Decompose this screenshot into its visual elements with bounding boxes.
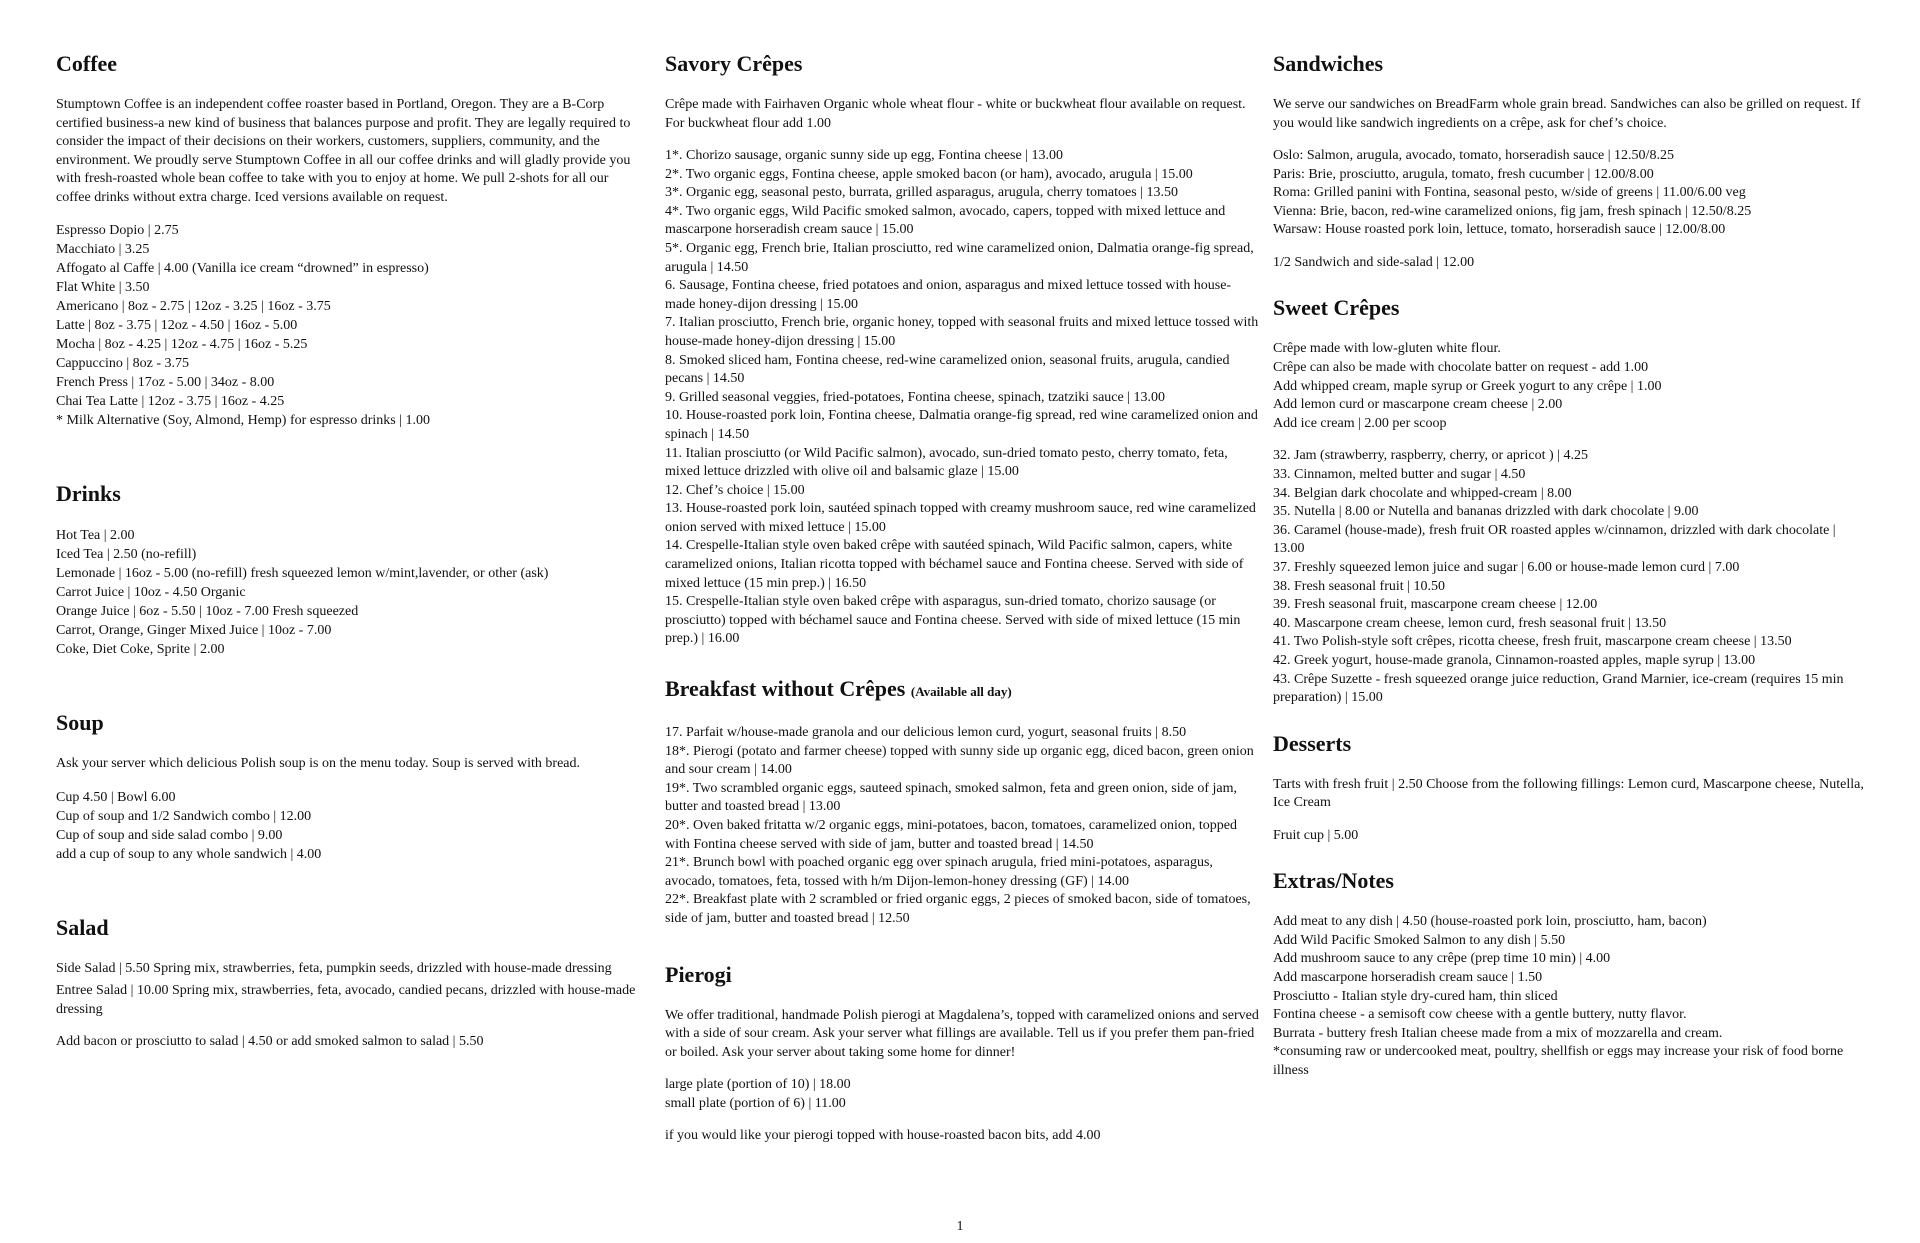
menu-item: 32. Jam (strawberry, raspberry, cherry, or apricot ) | 4.25	[1273, 448, 1588, 464]
menu-item: 4*. Two organic eggs, Wild Pacific smoked salmon, avocado, capers, topped with mixed lettuce and mascarpone horseradish cream sauce | 15.00	[665, 203, 1226, 238]
column-middle	[665, 50, 1260, 1146]
section-title-sandwiches: Sandwiches	[1273, 51, 1384, 76]
coffee-intro: Stumptown Coffee is an independent coffee roaster based in Portland, Oregon. They are a B-Corp certified business-a new kind of business that balances purpose and profit. They are legally required to consider the impact of their decisions on their workers, customers, suppliers, community, and the environment. We proudly serve Stumptown Coffee in all our coffee drinks and will gladly provide you with fresh-roasted whole bean coffee to take with you to enjoy at home. We pull 2-shots for all our coffee drinks without extra charge. Iced versions available on request.	[56, 97, 631, 205]
menu-item: add a cup of soup to any whole sandwich | 4.00	[56, 846, 322, 862]
menu-item: large plate (portion of 10) | 18.00	[665, 1077, 851, 1093]
section-title-salad: Salad	[56, 914, 109, 940]
section-pierogi	[665, 961, 1260, 1146]
menu-item: Carrot Juice | 10oz - 4.50 Organic	[56, 585, 246, 600]
menu-item: 3*. Organic egg, seasonal pesto, burrata, grilled asparagus, arugula, cherry tomatoes | 13.50	[665, 185, 1178, 201]
menu-item: 11. Italian prosciutto (or Wild Pacific salmon), avocado, sun-dried tomato pesto, cherry tomato, feta, mixed lettuce drizzled with olive oil and balsamic glaze | 15.00	[665, 445, 1228, 480]
page-number: 1	[956, 1219, 964, 1234]
soup-items	[56, 788, 646, 864]
menu-item: 8. Smoked sliced ham, Fontina cheese, red-wine caramelized onion, seasonal fruits, arugula, candied pecans | 14.50	[665, 352, 1230, 387]
breakfast-title-text: Breakfast without Crêpes	[665, 676, 906, 702]
sweet-items	[1273, 447, 1868, 707]
menu-item: 18*. Pierogi (potato and farmer cheese) topped with sunny side up organic egg, diced bacon, green onion and sour cream | 14.00	[665, 743, 1254, 778]
sweet-intro-line: Add lemon curd or mascarpone cream cheese | 2.00	[1273, 397, 1563, 413]
menu-item: Orange Juice | 6oz - 5.50 | 10oz - 7.00 Fresh squeezed	[56, 604, 359, 619]
menu-item: 41. Two Polish-style soft crêpes, ricotta cheese, fresh fruit, mascarpone cream cheese | 13.50	[1273, 634, 1792, 650]
menu-item: Hot Tea | 2.00	[56, 528, 135, 543]
menu-item: Iced Tea | 2.50 (no-refill)	[56, 547, 197, 562]
menu-item: Espresso Dopio | 2.75	[56, 223, 179, 238]
sweet-intro	[1273, 340, 1868, 433]
menu-item: 36. Caramel (house-made), fresh fruit OR roasted apples w/cinnamon, drizzled with dark chocolate | 13.00	[1273, 522, 1836, 557]
section-title-savory-crepes: Savory Crêpes	[665, 51, 803, 76]
section-sweet-crepes	[1273, 294, 1868, 707]
section-title-sweet-crepes: Sweet Crêpes	[1273, 295, 1400, 321]
menu-item: Fontina cheese - a semisoft cow cheese with a gentle buttery, nutty flavor.	[1273, 1007, 1687, 1023]
savory-items	[665, 147, 1260, 649]
menu-item: 17. Parfait w/house-made granola and our delicious lemon curd, yogurt, seasonal fruits | 8.50	[665, 725, 1187, 741]
menu-item: 39. Fresh seasonal fruit, mascarpone cream cheese | 12.00	[1273, 597, 1598, 613]
menu-item: Oslo: Salmon, arugula, avocado, tomato, horseradish sauce | 12.50/8.25	[1273, 148, 1674, 163]
menu-item: Macchiato | 3.25	[56, 242, 150, 257]
menu-item: Cup of soup and 1/2 Sandwich combo | 12.00	[56, 808, 312, 824]
menu-item: 13. House-roasted pork loin, sautéed spinach topped with creamy mushroom sauce, red wine caramelized onion served with mixed lettuce | 15.00	[665, 501, 1256, 535]
menu-item: Entree Salad | 10.00 Spring mix, strawberries, feta, avocado, candied pecans, drizzled with house-made dressing	[56, 983, 636, 1017]
menu-item: Flat White | 3.50	[56, 280, 150, 295]
pierogi-note: if you would like your pierogi topped with house-roasted bacon bits, add 4.00	[665, 1128, 1101, 1144]
menu-item: 22*. Breakfast plate with 2 scrambled or fried organic eggs, 2 pieces of smoked bacon, side of tomatoes, side of jam, butter and toasted bread | 12.50	[665, 892, 1251, 926]
menu-item: French Press | 17oz - 5.00 | 34oz - 8.00	[56, 375, 275, 390]
menu-item: 1*. Chorizo sausage, organic sunny side up egg, Fontina cheese | 13.00	[665, 148, 1063, 163]
section-title-breakfast	[665, 675, 1260, 706]
menu-item: Chai Tea Latte | 12oz - 3.75 | 16oz - 4.25	[56, 394, 285, 409]
section-extras	[1273, 867, 1868, 1080]
menu-item: 35. Nutella | 8.00 or Nutella and bananas drizzled with dark chocolate | 9.00	[1273, 504, 1699, 520]
menu-item: 14. Crespelle-Italian style oven baked crêpe with sautéed spinach, Wild Pacific salmon, capers, white caramelized onions, Italian ricotta topped with béchamel sauce and Fontina cheese. Served with side of mixed lettuce (15 min prep.) | 16.50	[665, 538, 1244, 591]
menu-item: Cup 4.50 | Bowl 6.00	[56, 789, 176, 805]
menu-item: 6. Sausage, Fontina cheese, fried potatoes and onion, asparagus and mixed lettuce tossed with house-made honey-dijon dressing | 15.00	[665, 278, 1232, 312]
menu-item: 15. Crespelle-Italian style oven baked crêpe with asparagus, sun-dried tomato, chorizo sausage (or prosciutto) topped with béchamel sauce and Fontina cheese. Served with side of mixed lettuce (15 min prep.) | 16.00	[665, 594, 1241, 647]
menu-item: Add mushroom sauce to any crêpe (prep time 10 min) | 4.00	[1273, 951, 1611, 967]
sweet-intro-line: Add whipped cream, maple syrup or Greek yogurt to any crêpe | 1.00	[1273, 378, 1662, 394]
breakfast-subtitle: (Available all day)	[910, 684, 1012, 700]
menu-item: 9. Grilled seasonal veggies, fried-potatoes, Fontina cheese, spinach, tzatziki sauce | 13.00	[665, 389, 1166, 405]
menu-item: Warsaw: House roasted pork loin, lettuce, tomato, horseradish sauce | 12.00/8.00	[1273, 222, 1726, 238]
menu-item: 42. Greek yogurt, house-made granola, Cinnamon-roasted apples, maple syrup | 13.00	[1273, 652, 1756, 668]
section-soup	[56, 709, 646, 864]
menu-item: small plate (portion of 6) | 11.00	[665, 1095, 846, 1111]
menu-item: 37. Freshly squeezed lemon juice and sugar | 6.00 or house-made lemon curd | 7.00	[1273, 560, 1740, 575]
extras-items	[1273, 913, 1868, 1080]
sweet-intro-line: Crêpe can also be made with chocolate batter on request - add 1.00	[1273, 360, 1649, 376]
menu-item: Roma: Grilled panini with Fontina, seasonal pesto, w/side of greens | 11.00/6.00 veg	[1273, 185, 1746, 201]
section-title-extras: Extras/Notes	[1273, 868, 1394, 894]
menu-item: 38. Fresh seasonal fruit | 10.50	[1273, 578, 1445, 594]
menu-item: Add meat to any dish | 4.50 (house-roasted pork loin, prosciutto, ham, bacon)	[1273, 914, 1707, 930]
section-desserts	[1273, 730, 1868, 846]
menu-item: 10. House-roasted pork loin, Fontina cheese, Dalmatia orange-fig spread, red wine caramelized onion and spinach | 14.50	[665, 408, 1258, 442]
section-title-pierogi: Pierogi	[665, 961, 732, 987]
menu-item: 7. Italian prosciutto, French brie, organic honey, topped with seasonal fruits and mixed lettuce tossed with house-made honey-dijon dressing | 15.00	[665, 315, 1259, 349]
menu-item: 33. Cinnamon, melted butter and sugar | 4.50	[1273, 467, 1526, 483]
menu-item: * Milk Alternative (Soy, Almond, Hemp) for espresso drinks | 1.00	[56, 413, 431, 428]
menu-item: 21*. Brunch bowl with poached organic egg over spinach arugula, fried mini-potatoes, asparagus, avocado, tomatoes, feta, tossed with h/m Dijon-lemon-honey dressing (GF) | 14.00	[665, 855, 1213, 889]
desserts-intro: Tarts with fresh fruit | 2.50 Choose from the following fillings: Lemon curd, Mascarpone cheese, Nutella, Ice Cream	[1273, 776, 1864, 811]
desserts-note: Fruit cup | 5.00	[1273, 827, 1359, 843]
salad-note: Add bacon or prosciutto to salad | 4.50 or add smoked salmon to salad | 5.50	[56, 1034, 484, 1049]
section-sandwiches	[1273, 50, 1868, 272]
menu-item: Add mascarpone horseradish cream sauce | 1.50	[1273, 970, 1543, 986]
menu-item: Latte | 8oz - 3.75 | 12oz - 4.50 | 16oz - 5.00	[56, 318, 298, 333]
menu-item: Mocha | 8oz - 4.25 | 12oz - 4.75 | 16oz - 5.25	[56, 337, 308, 352]
soup-intro: Ask your server which delicious Polish soup is on the menu today. Soup is served with bread.	[56, 756, 581, 771]
drinks-items	[56, 526, 646, 659]
breakfast-items	[665, 724, 1260, 929]
section-salad	[56, 914, 646, 1052]
menu-item: Affogato al Caffe | 4.00 (Vanilla ice cream “drowned” in espresso)	[56, 261, 429, 276]
menu-item: 12. Chef’s choice | 15.00	[665, 482, 805, 498]
sweet-intro-line: Add ice cream | 2.00 per scoop	[1273, 415, 1447, 431]
sandwiches-note: 1/2 Sandwich and side-salad | 12.00	[1273, 254, 1475, 270]
pierogi-items	[665, 1076, 1260, 1113]
menu-item: 19*. Two scrambled organic eggs, sauteed spinach, smoked salmon, feta and green onion, side of jam, butter and toasted bread | 13.00	[665, 780, 1237, 815]
menu-item: Cup of soup and side salad combo | 9.00	[56, 827, 283, 843]
menu-item: Americano | 8oz - 2.75 | 12oz - 3.25 | 16oz - 3.75	[56, 299, 331, 314]
column-left	[56, 50, 646, 1052]
menu-item: Side Salad | 5.50 Spring mix, strawberries, feta, pumpkin seeds, drizzled with house-made dressing	[56, 960, 612, 976]
menu-item: 2*. Two organic eggs, Fontina cheese, apple smoked bacon (or ham), avocado, arugula | 15.00	[665, 166, 1193, 182]
sandwiches-items	[1273, 147, 1868, 240]
section-title-coffee: Coffee	[56, 51, 118, 76]
savory-intro: Crêpe made with Fairhaven Organic whole wheat flour - white or buckwheat flour available on request. For buckwheat flour add 1.00	[665, 97, 1246, 131]
section-title-desserts: Desserts	[1273, 730, 1352, 756]
menu-item: Burrata - buttery fresh Italian cheese made from a mix of mozzarella and cream.	[1273, 1025, 1723, 1041]
section-breakfast	[665, 675, 1260, 929]
pierogi-intro: We offer traditional, handmade Polish pierogi at Magdalena’s, topped with caramelized onions and served with a side of sour cream. Ask your server what fillings are available. Tell us if you prefer them pan-fried or boiled. Ask your server about taking some home for dinner!	[665, 1007, 1259, 1060]
menu-item: 34. Belgian dark chocolate and whipped-cream | 8.00	[1273, 485, 1572, 501]
menu-item: 40. Mascarpone cream cheese, lemon curd, fresh seasonal fruit | 13.50	[1273, 615, 1667, 631]
menu-item: Prosciutto - Italian style dry-cured ham, thin sliced	[1273, 988, 1558, 1004]
menu-item: Paris: Brie, prosciutto, arugula, tomato, fresh cucumber | 12.00/8.00	[1273, 166, 1654, 182]
section-title-soup: Soup	[56, 710, 104, 735]
sandwiches-intro: We serve our sandwiches on BreadFarm whole grain bread. Sandwiches can also be grilled on request. If you would like sandwich ingredients on a crêpe, ask for chef’s choice.	[1273, 97, 1861, 131]
menu-item: *consuming raw or undercooked meat, poultry, shellfish or eggs may increase your risk of food borne illness	[1273, 1044, 1844, 1078]
sweet-intro-line: Crêpe made with low-gluten white flour.	[1273, 341, 1501, 357]
column-right	[1273, 50, 1868, 1081]
menu-item: Vienna: Brie, bacon, red-wine caramelized onions, fig jam, fresh spinach | 12.50/8.25	[1273, 203, 1752, 219]
menu-item: Lemonade | 16oz - 5.00 (no-refill) fresh squeezed lemon w/mint,lavender, or other (ask)	[56, 566, 549, 581]
menu-item: 5*. Organic egg, French brie, Italian prosciutto, red wine caramelized onion, Dalmatia orange-fig spread, arugula | 14.50	[665, 240, 1254, 275]
section-savory-crepes	[665, 50, 1260, 649]
menu-item: Cappuccino | 8oz - 3.75	[56, 356, 190, 371]
menu-item: Carrot, Orange, Ginger Mixed Juice | 10oz - 7.00	[56, 623, 332, 638]
menu-item: 20*. Oven baked fritatta w/2 organic eggs, mini-potatoes, bacon, tomatoes, caramelized onion, topped with Fontina cheese served with side of jam, butter and toasted bread | 14.50	[665, 818, 1238, 852]
section-drinks	[56, 480, 646, 659]
coffee-items	[56, 221, 646, 430]
section-title-drinks: Drinks	[56, 481, 121, 506]
section-coffee	[56, 50, 646, 430]
menu-item: Add Wild Pacific Smoked Salmon to any dish | 5.50	[1273, 932, 1566, 948]
menu-item: 43. Crêpe Suzette - fresh squeezed orange juice reduction, Grand Marnier, ice-cream (requires 15 min preparation) | 15.00	[1273, 671, 1844, 706]
menu-item: Coke, Diet Coke, Sprite | 2.00	[56, 642, 225, 657]
